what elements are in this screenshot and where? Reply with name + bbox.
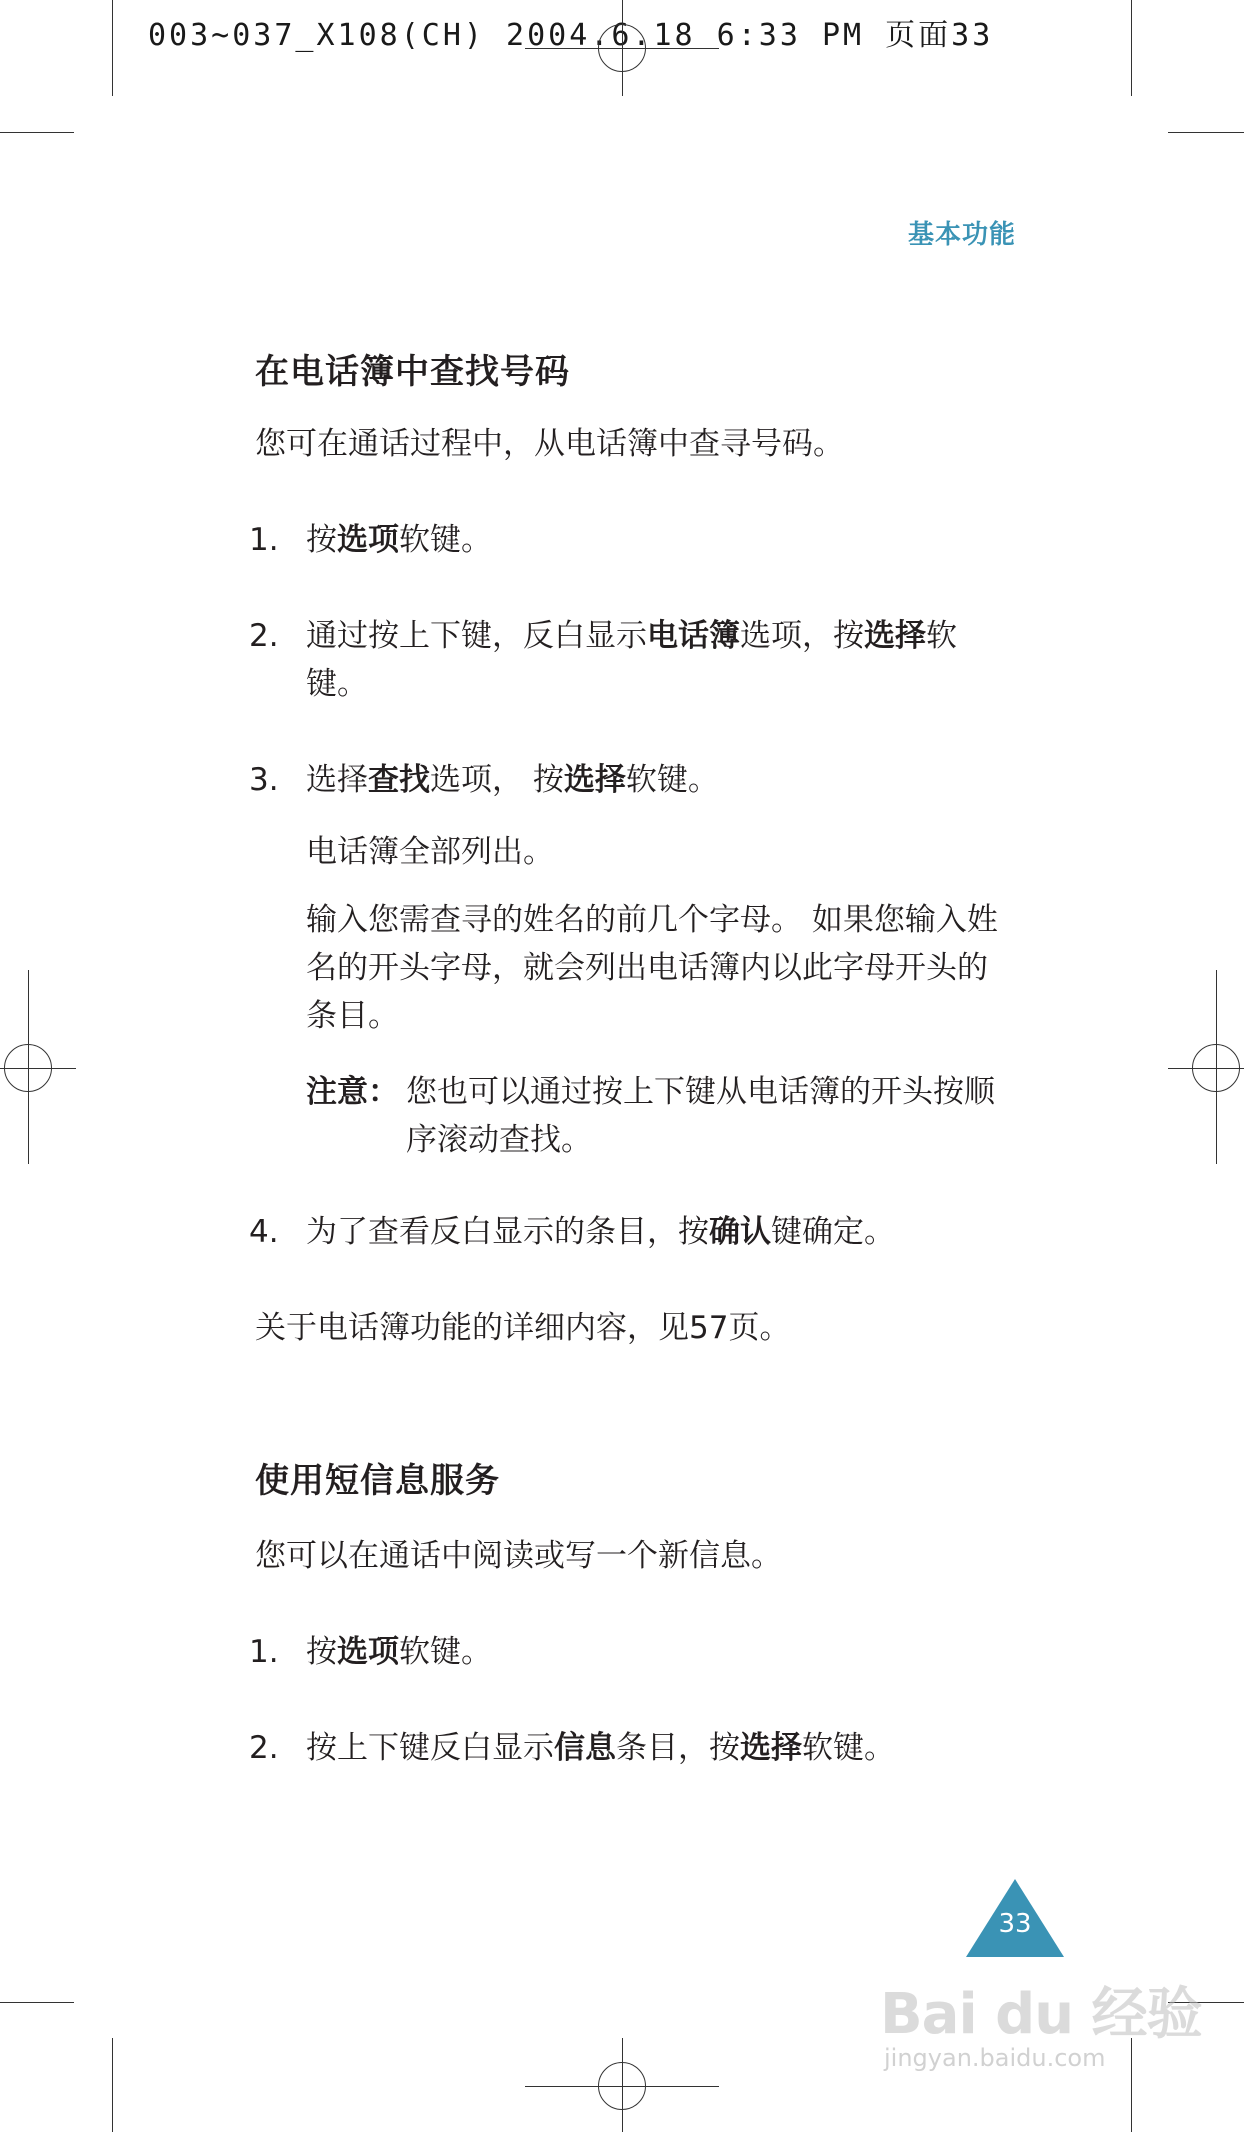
section-label: 基本功能 <box>907 220 1016 250</box>
registration-circle <box>598 2062 646 2110</box>
registration-circle <box>1192 1044 1240 1092</box>
step-detail: 输入您需查寻的姓名的前几个字母。 如果您输入姓名的开头字母，就会列出电话簿内以此字母开头的条目。 <box>306 902 998 1034</box>
step-text: 通过按上下键，反白显示电话簿选项，按选择软键。 <box>306 618 957 702</box>
crop-mark <box>0 2002 74 2003</box>
step-number: 1. <box>249 1634 279 1670</box>
outro-text: 关于电话簿功能的详细内容，见57页。 <box>255 1310 791 1346</box>
note-text: 您也可以通过按上下键从电话簿的开头按顺序滚动查找。 <box>406 1074 995 1158</box>
step-text: 按选项软键。 <box>306 1634 492 1670</box>
section-heading: 在电话簿中查找号码 <box>255 352 570 392</box>
step-text: 按选项软键。 <box>306 522 492 558</box>
crop-mark <box>112 0 113 96</box>
crop-mark <box>0 132 74 133</box>
crop-mark <box>112 2038 113 2132</box>
step-number: 2. <box>249 1730 279 1766</box>
baidu-jingyan-watermark: Bai du 经验 <box>880 1982 1202 2047</box>
section-heading: 使用短信息服务 <box>255 1461 500 1501</box>
intro-text: 您可在通话过程中，从电话簿中查寻号码。 <box>255 426 844 462</box>
page-number: 33 <box>998 1909 1032 1939</box>
crop-mark <box>1131 0 1132 96</box>
crop-mark <box>1131 2038 1132 2132</box>
note-label: 注意： <box>306 1074 399 1110</box>
step-detail: 电话簿全部列出。 <box>306 834 554 870</box>
registration-circle <box>4 1044 52 1092</box>
step-number: 2. <box>249 618 279 654</box>
print-header: 003~037_X108(CH) 2004.6.18 6:33 PM 页面33 <box>148 18 994 53</box>
crop-mark <box>1168 132 1244 133</box>
registration-circle <box>598 24 646 72</box>
step-number: 3. <box>249 762 279 798</box>
intro-text: 您可以在通话中阅读或写一个新信息。 <box>255 1538 782 1574</box>
step-number: 4. <box>249 1214 279 1250</box>
step-number: 1. <box>249 522 279 558</box>
watermark-url: jingyan.baidu.com <box>884 2044 1106 2072</box>
step-text: 为了查看反白显示的条目，按确认键确定。 <box>306 1214 895 1250</box>
step-text: 按上下键反白显示信息条目，按选择软键。 <box>306 1730 895 1766</box>
step-text: 选择查找选项， 按选择软键。 <box>306 762 719 798</box>
